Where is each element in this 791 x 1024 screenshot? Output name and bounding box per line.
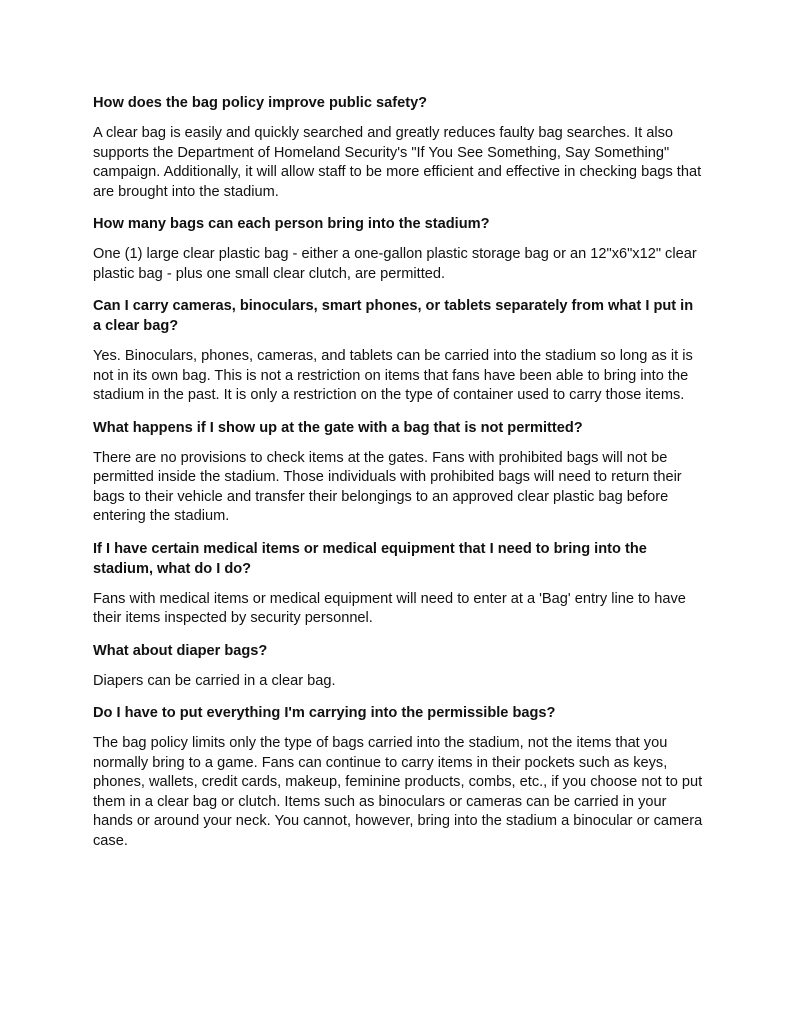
qa-diaper-bags: [93, 641, 705, 692]
question-heading: Can I carry cameras, binoculars, smart phones, or tablets separately from what I put in a clear bag?: [93, 298, 694, 334]
qa-bag-count: [93, 214, 705, 284]
answer-paragraph: The bag policy limits only the type of bags carried into the stadium, not the items that you normally bring to a game. Fans can continue to carry items in their pockets such as keys, phones, wallets, credit cards, makeup, feminine products, combs, etc., if you choose not to put them in a clear bag or clutch. Items such as binoculars or cameras can be carried in your hands or around your neck. You cannot, however, bring into the stadium a binocular or camera case.: [93, 735, 703, 849]
qa-public-safety: [93, 93, 705, 202]
answer-paragraph: There are no provisions to check items at the gates. Fans with prohibited bags will not be permitted inside the stadium. Those individuals with prohibited bags will need to return their bags to their vehicle and transfer their belongings to an approved clear plastic bag before entering the stadium.: [93, 449, 682, 524]
answer-paragraph: Yes. Binoculars, phones, cameras, and tablets can be carried into the stadium so long as it is not in its own bag. This is not a restriction on items that fans have been able to bring into the stadium in the past. It is only a restriction on the type of container used to carry those items.: [93, 348, 693, 403]
qa-prohibited-bag: [93, 418, 705, 527]
question-heading: If I have certain medical items or medical equipment that I need to bring into the stadium, what do I do?: [93, 540, 647, 577]
question-heading: What happens if I show up at the gate with a bag that is not permitted?: [93, 419, 583, 436]
question-heading: How does the bag policy improve public safety?: [93, 95, 428, 111]
answer-paragraph: Diapers can be carried in a clear bag.: [93, 672, 336, 689]
answer-paragraph: One (1) large clear plastic bag - either a one-gallon plastic storage bag or an 12"x6"x12" clear plastic bag - plus one small clear clutch, are permitted.: [93, 246, 697, 282]
question-heading: Do I have to put everything I'm carrying into the permissible bags?: [93, 705, 556, 721]
qa-cameras-devices: [93, 296, 705, 406]
question-heading: What about diaper bags?: [93, 642, 268, 659]
answer-paragraph: A clear bag is easily and quickly searched and greatly reduces faulty bag searches. It also supports the Department of Homeland Security's "If You See Something, Say Something" campaign. Additionally, it will allow staff to be more efficient and effective in checking bags that are brought into the stadium.: [93, 125, 702, 200]
answer-paragraph: Fans with medical items or medical equipment will need to enter at a 'Bag' entry line to have their items inspected by security personnel.: [93, 590, 686, 626]
document-page: [93, 93, 705, 863]
question-heading: How many bags can each person bring into the stadium?: [93, 216, 490, 232]
qa-medical-items: [93, 539, 705, 629]
qa-permissible-items: [93, 703, 705, 851]
